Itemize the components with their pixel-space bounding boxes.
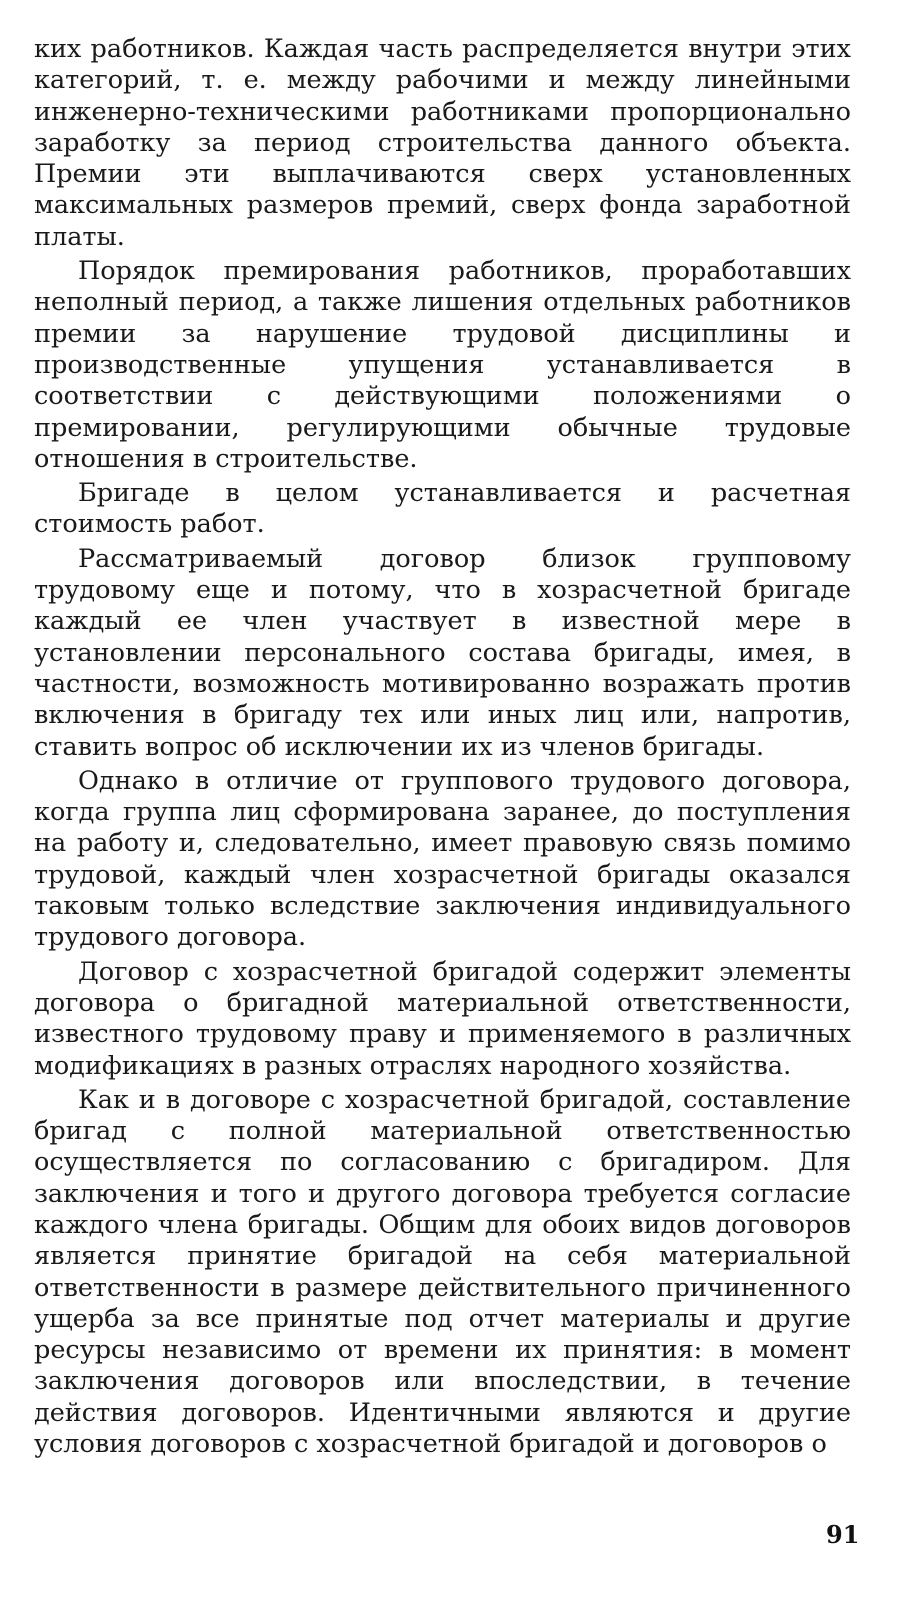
body-text bbox=[34, 34, 851, 1463]
paragraph: Договор с хозрасчетной бригадой содержит элементы договора о бригадной материальной ответственности, известного трудовому праву и применяемого в различных модификациях в разных отраслях народного хозяйства. bbox=[34, 956, 851, 1081]
paragraph: Однако в отличие от группового трудового договора, когда группа лиц сформирована заранее, до поступления на работу и, следовательно, имеет правовую связь помимо трудовой, каждый член хозрасчетной бригады оказался таковым только вследствие заключения индивидуального трудового договора. bbox=[34, 765, 851, 953]
paragraph: Порядок премирования работников, проработавших неполный период, а также лишения отдельных работников премии за нарушение трудовой дисциплины и производственные упущения устанавливается в соответствии с действующими положениями о премировании, регулирующими обычные трудовые отношения в строительстве. bbox=[34, 256, 851, 474]
paragraph: ких работников. Каждая часть распределяется внутри этих категорий, т. е. между рабочими и между линейными инженерно-техническими работниками пропорционально заработку за период строительства данного объекта. Премии эти выплачиваются сверх установленных максимальных размеров премий, сверх фонда заработной платы. bbox=[34, 34, 851, 252]
page-number: 91 bbox=[826, 1520, 860, 1549]
paragraph: Как и в договоре с хозрасчетной бригадой, составление бригад с полной материальной ответственностью осуществляется по согласованию с бригадиром. Для заключения и того и другого договора требуется согласие каждого члена бригады. Общим для обоих видов договоров является принятие бригадой на себя материальной ответственности в размере действительного причиненного ущерба за все принятые под отчет материалы и другие ресурсы независимо от времени их принятия: в момент заключения договоров или впоследствии, в течение действия договоров. Идентичными являются и другие условия договоров с хозрасчетной бригадой и договоров о bbox=[34, 1084, 851, 1460]
paragraph: Рассматриваемый договор близок групповому трудовому еще и потому, что в хозрасчетной бригаде каждый ее член участвует в известной мере в установлении персонального состава бригады, имея, в частности, возможность мотивированно возражать против включения в бригаду тех или иных лиц или, напротив, ставить вопрос об исключении их из членов бригады. bbox=[34, 543, 851, 762]
paragraph: Бригаде в целом устанавливается и расчетная стоимость работ. bbox=[34, 478, 851, 540]
